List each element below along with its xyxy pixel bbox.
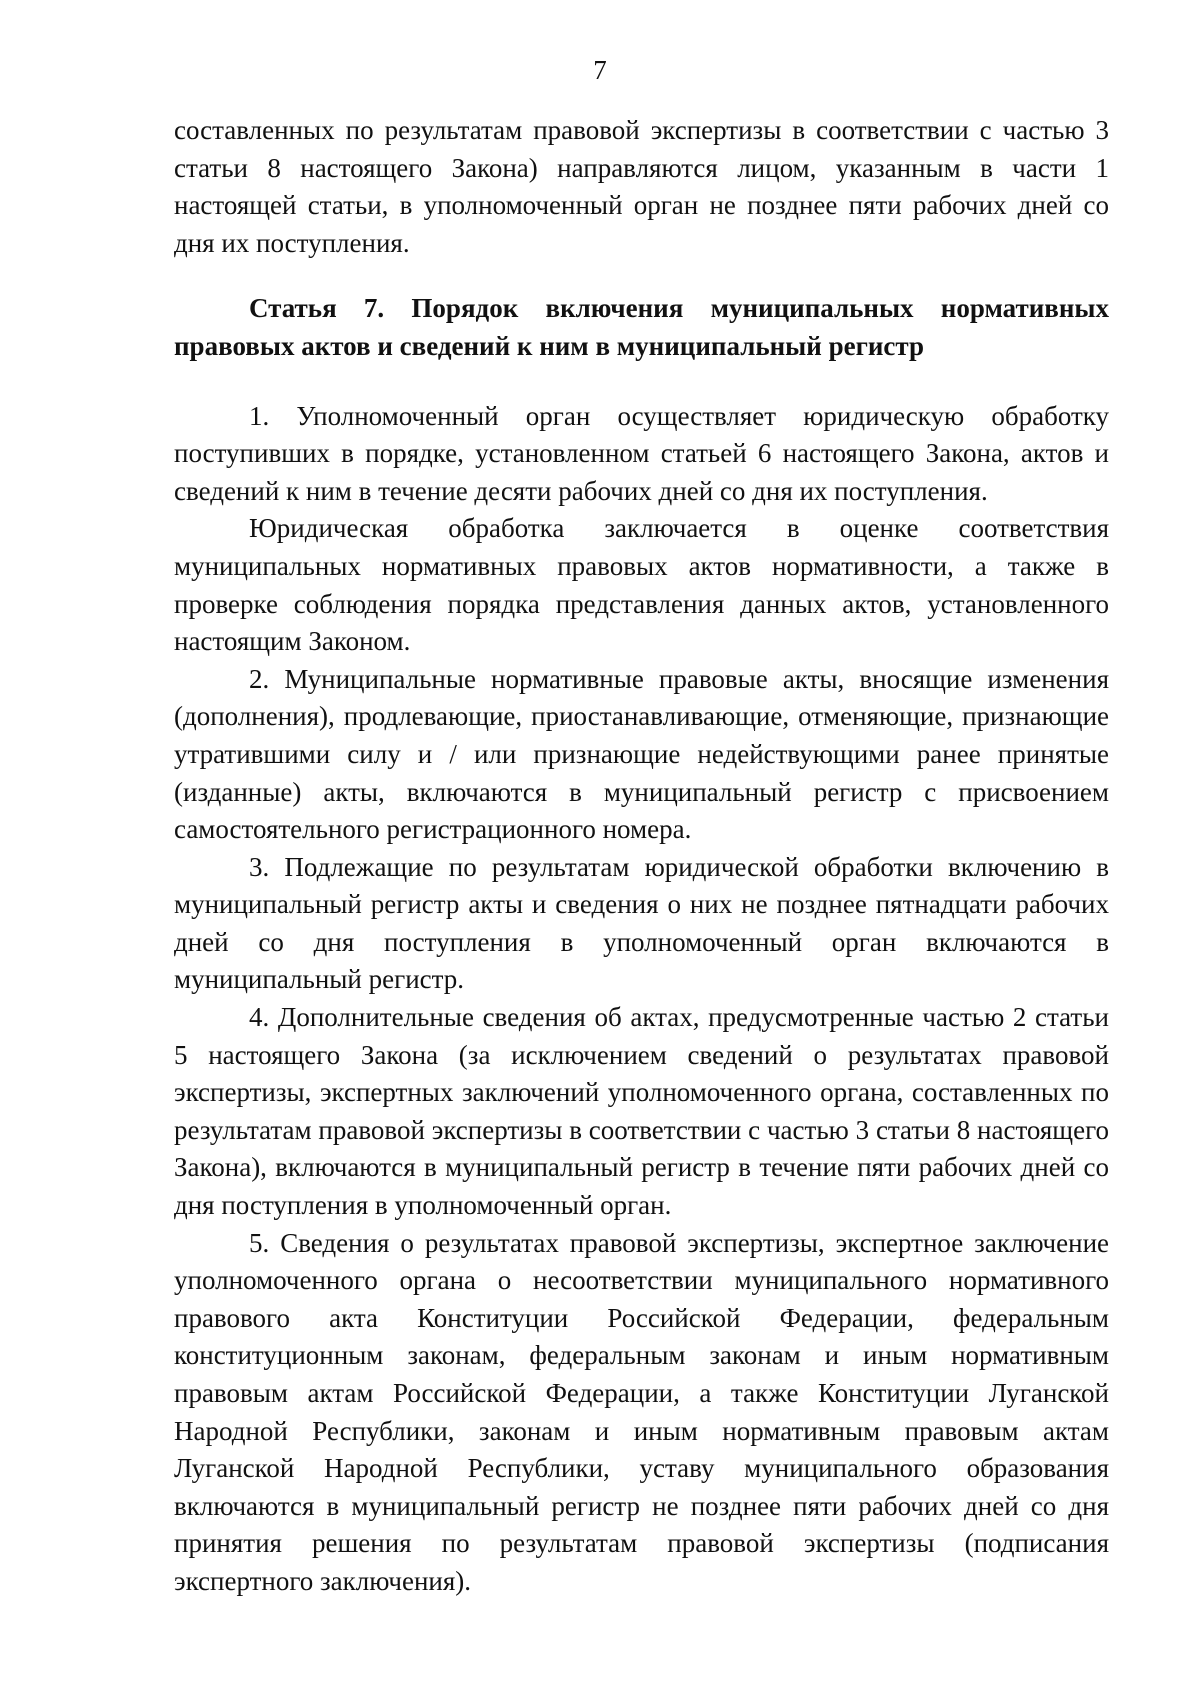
article-paragraph-4: 4. Дополнительные сведения об актах, предусмотренные частью 2 статьи 5 настоящего Закона (за исключением сведений о результатах правовой экспертизы, экспертных заключений уполномоченного органа, составленных по результатам правовой экспертизы в соответствии с частью 3 статьи 8 настоящего Закона), включаются в муниципальный регистр в течение пяти рабочих дней со дня поступления в уполномоченный орган. [174,1002,1109,1221]
article-paragraph-1: 1. Уполномоченный орган осуществляет юридическую обработку поступивших в порядке, установленном статьей 6 настоящего Закона, актов и сведений к ним в течение десяти рабочих дней со дня их поступления. [174,400,1109,506]
article-paragraph-1-continuation: Юридическая обработка заключается в оценке соответствия муниципальных нормативных правовых актов нормативности, а также в проверке соблюдения порядка представления данных актов, установленного настоящим Законом. [174,513,1109,657]
page-number: 7 [593,55,607,85]
article-heading: Статья 7. Порядок включения муниципальных нормативных правовых актов и сведений к ним в муниципальный регистр [174,293,1109,361]
document-body [174,112,1109,1601]
intro-paragraph: составленных по результатам правовой экспертизы в соответствии с частью 3 статьи 8 настоящего Закона) направляются лицом, указанным в части 1 настоящей статьи, в уполномоченный орган не позднее пяти рабочих дней со дня их поступления. [174,115,1109,258]
article-paragraph-2: 2. Муниципальные нормативные правовые акты, вносящие изменения (дополнения), продлевающие, приостанавливающие, отменяющие, признающие утратившими силу и / или признающие недействующими ранее принятые (изданные) акты, включаются в муниципальный регистр с присвоением самостоятельного регистрационного номера. [174,663,1109,845]
article-paragraph-3: 3. Подлежащие по результатам юридической обработки включению в муниципальный регистр акты и сведения о них не позднее пятнадцати рабочих дней со дня поступления в уполномоченный орган включаются в муниципальный регистр. [174,851,1109,995]
article-paragraph-5: 5. Сведения о результатах правовой экспертизы, экспертное заключение уполномоченного органа о несоответствии муниципального нормативного правового акта Конституции Российской Федерации, федеральным конституционным законам, федеральным законам и иным нормативным правовым актам Российской Федерации, а также Конституции Луганской Народной Республики, законам и иным нормативным правовым актам Луганской Народной Республики, уставу муниципального образования включаются в муниципальный регистр не позднее пяти рабочих дней со дня принятия решения по результатам правовой экспертизы (подписания экспертного заключения). [174,1227,1109,1596]
